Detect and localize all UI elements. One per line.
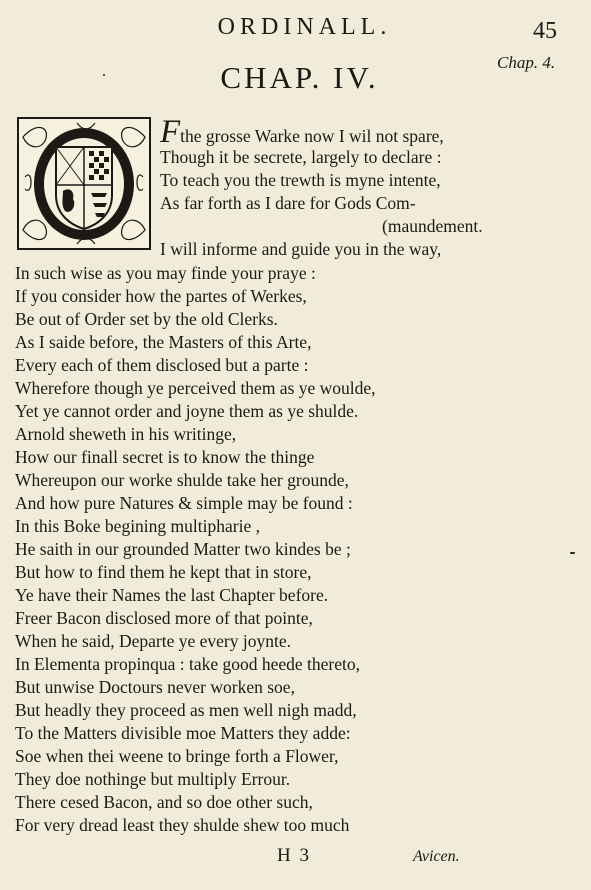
text-line: They doe nothinge but multiply Errour. bbox=[15, 769, 291, 789]
text-line: Yet ye cannot order and joyne them as ye shulde. bbox=[15, 401, 359, 421]
text-line: He saith in our grounded Matter two kindes be ; bbox=[15, 539, 351, 559]
ink-speck bbox=[103, 74, 105, 76]
text-line: Whereupon our worke shulde take her grounde, bbox=[15, 470, 349, 490]
text-line: If you consider how the partes of Werkes, bbox=[15, 286, 307, 306]
text-line: But headly they proceed as men well nigh madd, bbox=[15, 700, 357, 720]
text-line: There cesed Bacon, and so doe other such, bbox=[15, 792, 313, 812]
text-line: Soe when thei weene to bringe forth a Flower, bbox=[15, 746, 339, 766]
text-line: To teach you the trewth is myne intente, bbox=[160, 170, 441, 190]
text-line: To the Matters divisible moe Matters they adde: bbox=[15, 723, 351, 743]
signature-mark: H 3 bbox=[277, 845, 311, 866]
text-line: Every each of them disclosed but a parte : bbox=[15, 355, 309, 375]
ink-speck bbox=[570, 552, 575, 554]
text-line: In this Boke begining multipharie , bbox=[15, 516, 260, 536]
text-line: Freer Bacon disclosed more of that pointe, bbox=[15, 608, 313, 628]
catchword: Avicen. bbox=[413, 848, 460, 865]
text-line: For very dread least they shulde shew too much bbox=[15, 815, 350, 835]
text-line: In Elementa propinqua : take good heede thereto, bbox=[15, 654, 361, 674]
first-line-initial: F bbox=[160, 114, 181, 150]
text-line: Ye have their Names the last Chapter before. bbox=[15, 585, 329, 605]
text-line: But how to find them he kept that in store, bbox=[15, 562, 312, 582]
text-line: I will informe and guide you in the way, bbox=[160, 239, 442, 259]
drop-cap-ornament bbox=[17, 117, 151, 250]
text-line: Arnold sheweth in his writinge, bbox=[15, 424, 237, 444]
text-line: As I saide before, the Masters of this Arte, bbox=[15, 332, 312, 352]
text-line: When he said, Departe ye every joynte. bbox=[15, 631, 291, 651]
text-line: (maundement. bbox=[382, 216, 483, 236]
running-head: ORDINALL. bbox=[217, 14, 392, 40]
text-line: Wherefore though ye perceived them as ye woulde, bbox=[15, 378, 376, 398]
chapter-title: CHAP. IV. bbox=[220, 60, 379, 95]
text-line: In such wise as you may finde your praye : bbox=[15, 263, 316, 283]
first-line-text: the grosse Warke now I wil not spare, bbox=[180, 126, 444, 146]
text-line: How our finall secret is to know the thinge bbox=[15, 447, 315, 467]
text-line: But unwise Doctours never worken soe, bbox=[15, 677, 295, 697]
text-line: Though it be secrete, largely to declare : bbox=[160, 147, 442, 167]
text-line: Be out of Order set by the old Clerks. bbox=[15, 309, 278, 329]
chapter-margin-note: Chap. 4. bbox=[497, 53, 556, 72]
text-line: And how pure Natures & simple may be found : bbox=[15, 493, 353, 513]
page-number: 45 bbox=[533, 18, 557, 44]
text-line: As far forth as I dare for Gods Com- bbox=[160, 193, 416, 213]
heraldic-shield-icon bbox=[17, 117, 151, 250]
